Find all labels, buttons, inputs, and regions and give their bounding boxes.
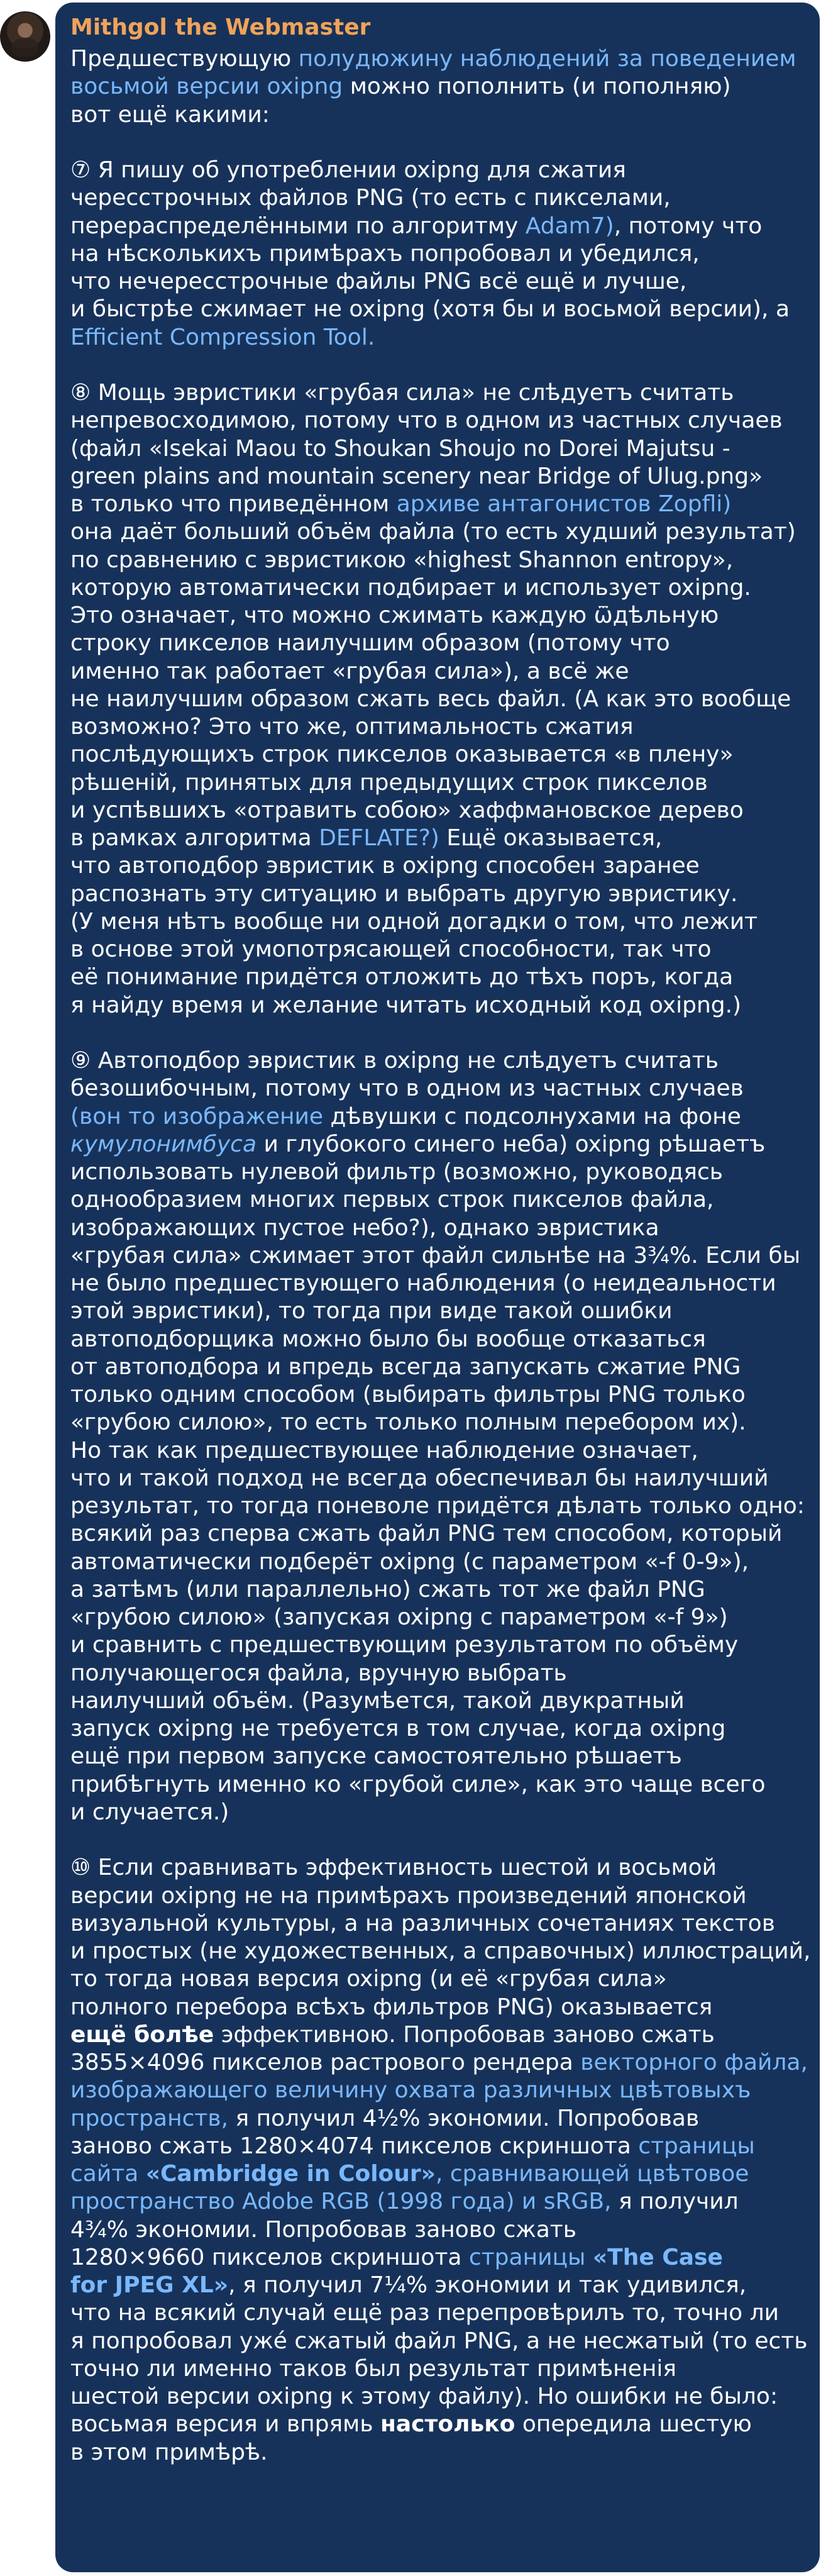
message-line [70, 2383, 802, 2411]
message-text-span: ещё болѣе [70, 2021, 214, 2048]
paragraph-gap [70, 352, 802, 379]
message-line [70, 157, 802, 184]
message-text-span: Это означает, что можно сжимать каждую ѿдѣльную [70, 602, 719, 628]
message-link[interactable]: (вон то изображение [70, 1103, 324, 1130]
message-text-span: восьмая версия и впрямь [70, 2411, 380, 2438]
message-line [70, 2160, 802, 2188]
message-text-span: эффективною. Попробовав заново сжать [214, 2021, 715, 2048]
message-line [70, 1047, 802, 1075]
message-line [70, 2188, 802, 2216]
message-line [70, 324, 802, 352]
message-text-span: что нечересстрочные файлы PNG всё ещё и лучше, [70, 269, 687, 294]
message-text-span: «грубою силою», то есть только полным перебором их). [70, 1409, 746, 1436]
message-text-span: результат, то тогда поневоле придётся дѣлать только одно: [70, 1493, 805, 1519]
message-line [70, 463, 802, 491]
message-link[interactable]: DEFLATE?) [319, 825, 439, 851]
message-text-span: 1280×9660 пикселов скриншота [70, 2244, 469, 2270]
message-text-span: можно пополнить (и пополняю) [343, 74, 731, 100]
message-line [70, 1075, 802, 1102]
message-line [70, 1799, 802, 1826]
message-line [70, 769, 802, 797]
message-line [70, 1437, 802, 1465]
message-text-span: настолько [380, 2411, 515, 2438]
message-line [70, 2105, 802, 2133]
message-text-span: то тогда новая версия oxipng (и её «грубая сила» [70, 1966, 667, 1992]
message-text-span: ⑧ Мощь эвристики «грубая сила» не слѣдуетъ считать [70, 380, 734, 406]
message-line [70, 240, 802, 268]
message-text-span: и случается.) [70, 1799, 229, 1825]
message-line [70, 1381, 802, 1409]
message-text-span: непревосходимою, потому что в одном из частных случаев [70, 408, 783, 434]
message-line [70, 2272, 802, 2299]
message-line [70, 1214, 802, 1242]
message-text-span: что и такой подход не всегда обеспечивал бы наилучший [70, 1465, 769, 1491]
message-text-span: использовать нулевой фильтр (возможно, руководясь [70, 1159, 724, 1185]
message-line [70, 1660, 802, 1687]
message-text-span: что автоподбор эвристик в oxipng способен заранее [70, 853, 700, 879]
message-text-span: по сравнению с эвристикою «highest Shannon entropy», [70, 547, 734, 573]
message-line [70, 713, 802, 741]
sender-name[interactable]: Mithgol the Webmaster [70, 14, 371, 40]
message-line [70, 45, 802, 73]
message-line [70, 824, 802, 852]
message-text-span: заново сжать 1280×4074 пикселов скриншота [70, 2133, 639, 2159]
message-line [70, 686, 802, 713]
message-text-span: 4¾% экономии. Попробовав заново сжать [70, 2216, 576, 2243]
message-line [70, 1520, 802, 1548]
message-text-span: , я получил 7¼% экономии и так удивился, [228, 2272, 747, 2298]
message-line [70, 797, 802, 824]
message-line [70, 2216, 802, 2244]
message-line [70, 1604, 802, 1631]
message-line [70, 1687, 802, 1715]
message-text-span: запуск oxipng не требуется в том случае, когда oxipng [70, 1716, 726, 1741]
message-line [70, 2077, 802, 2104]
message-text-span: я попробовал ужé сжатый файл PNG, а не несжатый (то есть [70, 2328, 808, 2354]
message-link[interactable]: «The Case [592, 2244, 723, 2270]
message-text-span: полного перебора всѣхъ фильтров PNG) оказывается [70, 1994, 713, 2020]
message-text-span: всякий раз сперва сжать файл PNG тем способом, который [70, 1521, 783, 1547]
message-line [70, 1854, 802, 1882]
message-text-span: ещё при первом запуске самостоятельно рѣшаетъ [70, 1743, 682, 1770]
message-text-span: автоматически подберёт oxipng (с параметром «-f 0-9»), [70, 1548, 749, 1575]
message-text-span: я получил 4½% экономии. Попробовав [228, 2105, 700, 2131]
message-text [70, 45, 811, 2467]
message-line [70, 630, 802, 657]
message-text-span: (У меня нѣтъ вообще ни одной догадки о том, что лежит [70, 908, 758, 935]
message-link[interactable]: «Cambridge in Colour» [145, 2161, 436, 2187]
message-text-span: ⑨ Автоподбор эвристик в oxipng не слѣдуетъ считать [70, 1048, 719, 1074]
message-line [70, 1297, 802, 1325]
message-text-span: вот ещё какими: [70, 101, 270, 128]
message-text-span: которую автоматически подбирает и использует oxipng. [70, 574, 751, 601]
message-line [70, 407, 802, 435]
message-line [70, 1131, 802, 1158]
message-line [70, 2328, 808, 2355]
message-link[interactable]: изображающего величину охвата различных цвѣтовыхъ [70, 2077, 751, 2104]
message-line [70, 1576, 802, 1604]
message-line [70, 1771, 802, 1799]
message-link[interactable]: Efficient Compression Tool. [70, 324, 375, 350]
message-link[interactable]: векторного файла, [580, 2050, 808, 2075]
message-text-span: точно ли именно таков был результат примѣненія [70, 2355, 677, 2382]
message-link[interactable]: пространств, [70, 2105, 229, 2131]
message-line [70, 379, 802, 407]
message-line [70, 1158, 802, 1186]
message-text-span: дѣвушки с подсолнухами на фоне [323, 1103, 741, 1130]
message-line [70, 992, 802, 1019]
message-text-span: именно так работает «грубая сила»), а всё же [70, 658, 629, 684]
message-text-span: я получил [611, 2189, 739, 2215]
message-line [70, 1270, 802, 1297]
message-line [70, 908, 802, 936]
message-text-span: визуальной культуры, а на различных сочетаниях текстов [70, 1910, 775, 1936]
message-line [70, 658, 802, 686]
message-line [70, 1743, 802, 1770]
message-text-span: от автоподбора и впредь всегда запускать сжатие PNG [70, 1353, 741, 1380]
message-text-span: «грубою силою» (запуская oxipng с параметром «-f 9») [70, 1604, 728, 1630]
message-text-span: распознать эту ситуацию и выбрать другую эвристику. [70, 880, 738, 907]
message-text-span: изображающих пустое небо?), однако эвристика [70, 1214, 659, 1241]
message-line [70, 2021, 802, 2049]
message-link[interactable]: страницы [468, 2244, 593, 2270]
message-text-span: и глубокого синего неба) oxipng рѣшаетъ [256, 1131, 766, 1157]
message-text-span: и сравнить с предшествующим результатом по объёму [70, 1632, 739, 1658]
message-line [70, 1326, 802, 1353]
message-text-span: версии oxipng не на примѣрахъ произведений японской [70, 1882, 747, 1909]
message-line [70, 1353, 802, 1381]
message-line [70, 2133, 802, 2160]
message-line [70, 2244, 802, 2272]
message-line [70, 1409, 802, 1436]
message-link[interactable]: страницы [638, 2133, 755, 2159]
message-text-span: не наилучшим образом сжать весь файл. (А как это вообще [70, 686, 791, 712]
message-text-span: на нѣсколькихъ примѣрахъ попробовал и убедился, [70, 240, 700, 267]
message-text-span: (файл «Isekai Maou to Shoukan Shoujo no Dorei Majutsu - [70, 435, 730, 462]
message-text-span: её понимание придётся отложить до тѣхъ поръ, когда [70, 964, 734, 991]
message-line [70, 1548, 802, 1576]
message-text-span: в только что приведённом [70, 491, 397, 517]
message-line [70, 2299, 802, 2327]
message-text-span: Предшествующую [70, 46, 299, 72]
message-text-span: и быстрѣе сжимает не oxipng (хотя бы и восьмой версии), а [70, 296, 790, 323]
message-text-span: послѣдующихъ строк пикселов оказывается «в плену» [70, 741, 734, 768]
message-line [70, 2049, 808, 2077]
message-text-span: перераспределёнными по алгоритму [70, 213, 526, 239]
message-text-span: я найду время и желание читать исходный код oxipng.) [70, 992, 742, 1018]
message-link[interactable]: , сравнивающей цвѣтовое [435, 2161, 749, 2187]
message-line [70, 1492, 805, 1520]
message-text-span: Но так как предшествующее наблюдение означает, [70, 1437, 698, 1463]
paragraph-gap [70, 1019, 802, 1047]
message-text-span: и успѣвшихъ «отравить собою» хаффмановское дерево [70, 797, 744, 823]
message-line [70, 574, 802, 602]
message-text-span: ⑦ Я пишу об употреблении oxipng для сжатия [70, 157, 626, 183]
message-text-span: опередила шестую [515, 2411, 752, 2438]
message-line [70, 518, 802, 546]
message-line [70, 1465, 802, 1492]
message-text-span: green plains and mountain scenery near Bridge of Ulug.png» [70, 463, 763, 489]
message-line [70, 741, 802, 769]
message-text-span: чересстрочных файлов PNG (то есть с пикселами, [70, 185, 671, 211]
message-text-span: рѣшеній, принятых для предыдущих строк пикселов [70, 769, 708, 796]
message-text-span: в этом примѣрѣ. [70, 2439, 268, 2465]
message-link[interactable]: сайта [70, 2161, 146, 2187]
message-text-span: шестой версии oxipng к этому файлу). Но ошибки не было: [70, 2384, 778, 2409]
message-link[interactable]: восьмой версии oxipng [70, 74, 343, 100]
message-link[interactable]: Adam7) [525, 213, 614, 239]
message-text-span: в рамках алгоритма [70, 825, 319, 851]
message-text-span: и простых (не художественных, а справочных) иллюстраций, [70, 1938, 811, 1964]
message-text-span: однообразием многих первых строк пикселов файла, [70, 1187, 714, 1213]
message-text-span: а затѣмъ (или параллельно) сжать тот же файл PNG [70, 1576, 705, 1602]
message-line [70, 1242, 802, 1270]
message-text-span: строку пикселов наилучшим образом (потому что [70, 630, 670, 657]
message-text-span: , потому что [614, 213, 763, 239]
message-link[interactable]: полудюжину наблюдений за поведением [298, 46, 796, 72]
message-line [70, 1186, 802, 1214]
message-line [70, 963, 802, 991]
message-text-span: не было предшествующего наблюдения (о неидеальности [70, 1270, 776, 1296]
message-line [70, 73, 802, 101]
avatar[interactable] [0, 11, 50, 62]
message-line [70, 2355, 802, 2383]
message-line [70, 491, 802, 518]
message-text-span: что на всякий случай ещё раз перепровѣрилъ то, точно ли [70, 2300, 780, 2326]
message-link[interactable]: for JPEG XL» [70, 2272, 229, 2298]
paragraph-gap [70, 129, 802, 157]
message-line [70, 2411, 802, 2438]
message-line [70, 852, 802, 880]
message-text-span: Ещё оказывается, [439, 825, 663, 851]
message-line [70, 213, 802, 240]
message-line [70, 184, 802, 212]
message-text-span: наилучший объём. (Разумѣется, такой двукратный [70, 1687, 685, 1714]
message-text-span: получающегося файла, вручную выбрать [70, 1660, 567, 1686]
message-line [70, 936, 802, 963]
message-line [70, 1103, 802, 1131]
message-line [70, 101, 802, 129]
paragraph-gap [70, 1826, 802, 1854]
message-line [70, 547, 802, 574]
message-text-span: прибѣгнуть именно ко «грубой силе», как это чаще всего [70, 1771, 766, 1797]
message-line [70, 880, 802, 908]
message-line [70, 1965, 802, 1993]
message-line [70, 435, 802, 463]
message-text-span: 3855×4096 пикселов растрового рендера [70, 2050, 581, 2075]
message-text-span: в основе этой умопотрясающей способности, так что [70, 936, 712, 962]
message-text-span: автоподборщика можно было бы вообще отказаться [70, 1326, 706, 1352]
message-line [70, 602, 802, 630]
message-text-span: безошибочным, потому что в одном из частных случаев [70, 1075, 744, 1102]
message-text-span: «грубая сила» сжимает этот файл сильнѣе на 3¾%. Если бы [70, 1242, 801, 1269]
message-bubble [55, 3, 820, 2572]
message-link[interactable]: архиве антагонистов Zopfli) [396, 491, 732, 517]
message-line [70, 1994, 802, 2021]
message-line [70, 1882, 802, 1910]
message-line [70, 2439, 802, 2467]
message-link[interactable]: пространство Adobe RGB (1998 года) и sRGB, [70, 2189, 612, 2215]
message-text-span: этой эвристики), то тогда при виде такой ошибки [70, 1298, 673, 1324]
message-text-span: она даёт больший объём файла (то есть худший результат) [70, 519, 796, 545]
message-link[interactable]: кумулонимбуса [70, 1131, 256, 1157]
message-text-span: возможно? Это что же, оптимальность сжатия [70, 714, 634, 740]
message-line [70, 1910, 802, 1938]
message-text-span: только одним способом (выбирать фильтры PNG только [70, 1382, 746, 1407]
message-line [70, 1715, 802, 1743]
message-text-span: ⑩ Если сравнивать эффективность шестой и восьмой [70, 1855, 717, 1881]
message-line [70, 1938, 811, 1965]
message-line [70, 296, 802, 323]
message-line [70, 1631, 802, 1659]
message-line [70, 268, 802, 296]
